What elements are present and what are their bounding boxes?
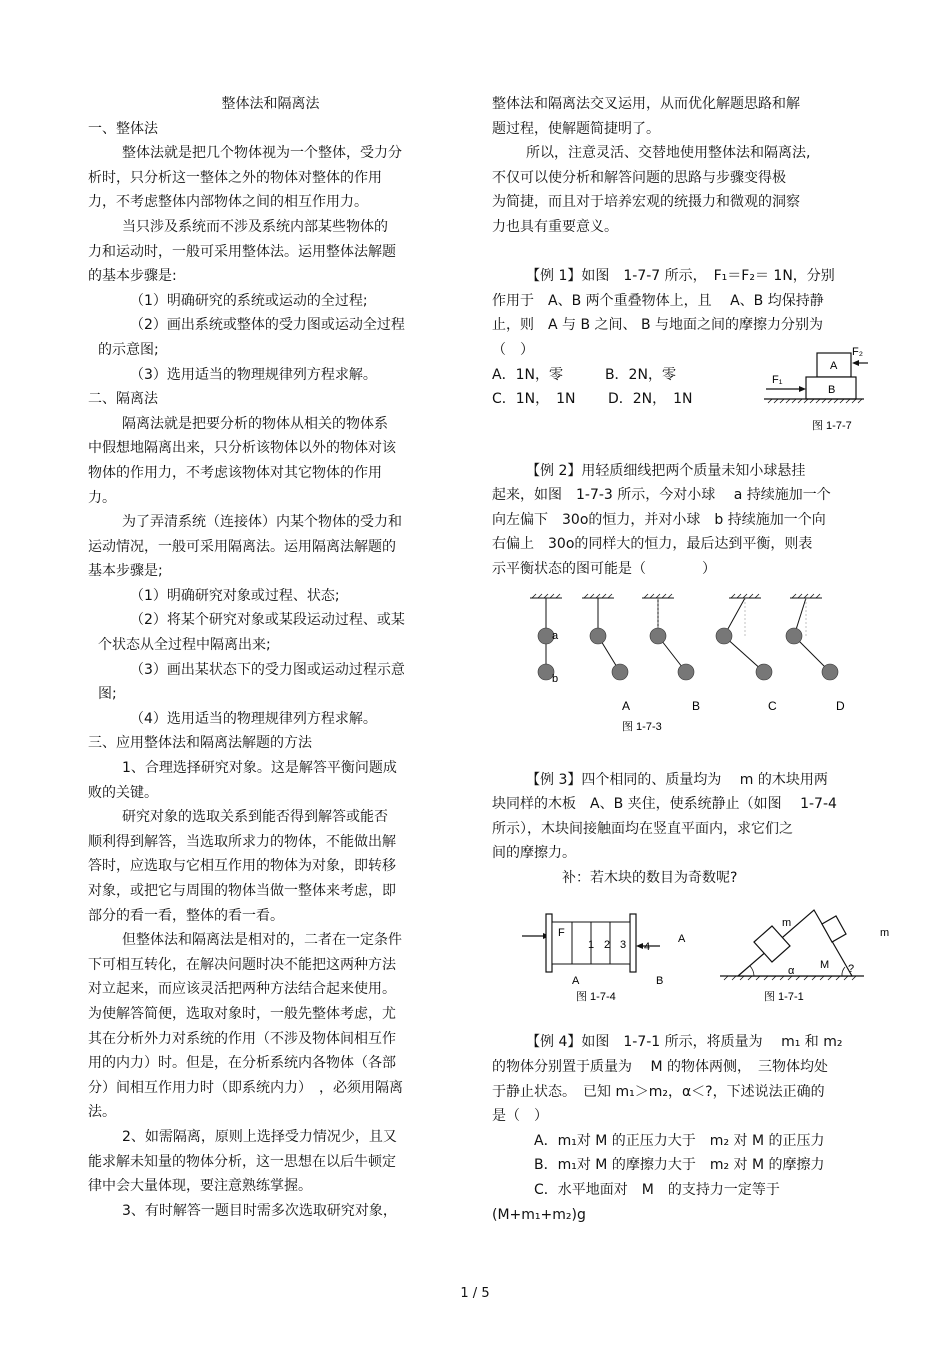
ball-b-option-c — [678, 664, 694, 680]
label-b: B — [656, 975, 664, 988]
left-line: （1）明确研究的系统或运动的全过程; — [130, 292, 368, 309]
ball-b-option-e — [822, 664, 838, 680]
example-line: 的物体分别置于质量为 M 的物体两侧， 三物体均处 — [492, 1059, 828, 1076]
ex3-supplement: 补：若木块的数目为奇数呢? — [562, 869, 738, 886]
figure-caption: 图 1-7-4 — [576, 991, 616, 1004]
right_intro-line: 为简捷，而且对于培养宏观的统摄力和微观的洞察 — [492, 194, 800, 211]
left-line: 顺利得到解答，当选取所求力的物体，不能做出解 — [88, 833, 396, 850]
left-line: （1）明确研究对象或过程、状态; — [130, 587, 340, 604]
example-line: 起来，如图 1-7-3 所示，今对小球 a 持续施加一个 — [492, 487, 831, 504]
left-line: 1、合理选择研究对象。这是解答平衡问题成 — [122, 760, 397, 777]
left-line: 法。 — [88, 1104, 116, 1121]
example-line: 止，则 A 与 B 之间、 B 与地面之间的摩擦力分别为 — [492, 317, 824, 334]
left-line: 析时，只分析这一整体之外的物体对整体的作用 — [88, 169, 382, 186]
left-line: 力。 — [88, 489, 116, 506]
label-m2: m — [880, 927, 890, 940]
ground-hatch — [768, 399, 862, 403]
example-line: 【例 1】如图 1-7-7 所示， F₁＝F₂＝ 1N，分别 — [526, 268, 835, 285]
left-line: 对立起来，而应该灵活把两种方法结合起来使用。 — [88, 981, 396, 998]
label-1: 1 — [588, 939, 595, 952]
label-b: b — [552, 672, 559, 685]
left-line: 为了弄清系统（连接体）内某个物体的受力和 — [122, 514, 402, 531]
label-m-wedge: M — [820, 959, 830, 972]
ex1-options-row2: C．1N， 1N D．2N， 1N — [492, 391, 693, 408]
example-line: 示平衡状态的图可能是（ ） — [492, 560, 716, 577]
label-3: 3 — [620, 939, 627, 952]
left-line: 研究对象的选取关系到能否得到解答或能否 — [122, 809, 388, 826]
f1-arrowhead — [799, 386, 806, 392]
left-line: （4）选用适当的物理规律列方程求解。 — [130, 710, 377, 727]
example-line: 【例 4】如图 1-7-1 所示，将质量为 m₁ 和 m₂ — [526, 1034, 843, 1051]
label-a: A — [830, 359, 838, 372]
option-d-label: D — [836, 698, 845, 713]
board-b — [630, 914, 636, 972]
example-4 — [492, 1030, 864, 1227]
left-line: 对象，或把它与周围的物体当做一整体来考虑，即 — [88, 883, 396, 899]
page-title: 整体法和隔离法 — [221, 96, 320, 112]
example-line: 间的摩擦力。 — [492, 845, 576, 862]
right_intro-line: 不仅可以使分析和解答问题的思路与步骤变得极 — [492, 169, 786, 186]
example-2 — [492, 459, 864, 746]
left-line: 个状态从全过程中隔离出来; — [98, 637, 271, 654]
right_intro-line: 力也具有重要意义。 — [492, 218, 618, 235]
example-line: 所示），木块间接触面均在竖直平面内，求它们之 — [492, 820, 793, 837]
left-line: （3）画出某状态下的受力图或运动过程示意 — [130, 661, 405, 678]
ex1-options-row1: A．1N，零 B．2N，零 — [492, 366, 676, 383]
label-b: B — [828, 383, 836, 396]
example-line: C．水平地面对 M 的支持力一定等于 — [534, 1182, 780, 1199]
figure-1-7-3 — [492, 586, 864, 746]
example-line: 块同样的木板 A、B 夹住，使系统静止（如图 1-7-4 — [492, 796, 837, 813]
left-line: 但整体法和隔离法是相对的，二者在一定条件 — [122, 932, 402, 949]
right-intro — [492, 92, 864, 240]
example-line: 【例 3】四个相同的、质量均为 m 的木块用两 — [526, 771, 828, 788]
label-2: 2 — [604, 939, 611, 952]
figure-caption: 图 1-7-7 — [812, 419, 852, 432]
left-line: 隔离法就是把要分析的物体从相关的物体系 — [122, 415, 388, 432]
example-3 — [492, 768, 890, 1007]
example-line: B．m₁对 M 的摩擦力大于 m₂ 对 M 的摩擦力 — [534, 1157, 825, 1174]
left-line: 三、应用整体法和隔离法解题的方法 — [88, 735, 312, 752]
example-line: 作用于 A、B 两个重叠物体上，且 A、B 均保持静 — [492, 292, 824, 309]
ball-b-option-b — [612, 664, 628, 680]
right_intro-line: 题过程，使解题简捷明了。 — [492, 120, 660, 137]
page-number: 1 / 5 — [460, 1286, 490, 1301]
left-line: 2、如需隔离，原则上选择受力情况少，且又 — [122, 1128, 397, 1145]
board-a — [546, 914, 552, 972]
left-line: 整体法就是把几个物体视为一个整体，受力分 — [122, 145, 402, 162]
label-f: F — [558, 927, 565, 940]
ball-a-option-d — [716, 628, 732, 644]
label-angle: ? — [848, 963, 855, 976]
figures-1-7-4-and-1-7-1 — [492, 896, 902, 1006]
balls — [538, 628, 838, 680]
left-line: 下可相互转化，在解决问题时决不能把这两种方法 — [88, 956, 396, 973]
left-line: 的示意图; — [98, 341, 159, 358]
example-1 — [492, 264, 864, 436]
left-column — [88, 117, 453, 1224]
label-f2: F₂ — [852, 345, 863, 358]
ball-a-option-c — [650, 628, 666, 644]
left-line: 力，不考虑整体内部物体之间的相互作用力。 — [88, 194, 368, 211]
left-line: 力和运动时，一般可采用整体法。运用整体法解题 — [88, 243, 396, 260]
vertical-references — [658, 598, 806, 636]
label-a: A — [572, 975, 580, 988]
ball-a-option-b — [590, 628, 606, 644]
example-line: 右偏上 30o的同样大的恒力，最后达到平衡，则表 — [492, 536, 813, 553]
f2-arrowhead — [852, 360, 859, 366]
left-line: 答时，应选取与它相互作用的物体为对象，即转移 — [88, 858, 396, 875]
left-line: 用的内力）时。但是，在分析系统内各物体（各部 — [88, 1055, 396, 1072]
left-line: （2）画出系统或整体的受力图或运动全过程 — [130, 317, 405, 334]
figure-1-7-7 — [760, 345, 870, 437]
left-line: 部分的看一看，整体的看一看。 — [88, 907, 284, 924]
example-line: 于静止状态。 已知 m₁＞m₂，α＜?，下述说法正确的 — [492, 1083, 825, 1100]
left-line: 运动情况，一般可采用隔离法。运用隔离法解题的 — [88, 538, 396, 555]
label-a-right: A — [678, 933, 686, 946]
example-line: 向左偏下 30o的恒力，并对小球 b 持续施加一个向 — [492, 511, 826, 528]
left-line: （3）选用适当的物理规律列方程求解。 — [130, 366, 377, 383]
right-column — [492, 92, 890, 1227]
ball-b-option-d — [756, 664, 772, 680]
left-line: 能求解未知量的物体分析，这一思想在以后牛顿定 — [88, 1153, 396, 1170]
label-4: 4 — [644, 941, 651, 954]
left-line: 律中会大量体现，要注意熟练掌握。 — [88, 1178, 312, 1195]
left-line: 二、隔离法 — [88, 391, 158, 408]
example-line: （ ） — [492, 341, 534, 358]
figure-caption: 图 1-7-1 — [764, 991, 804, 1004]
label-m1: m — [782, 917, 792, 930]
label-f1: F₁ — [772, 373, 783, 386]
label-alpha: α — [788, 965, 795, 978]
left-line: 分）间相互作用力时（即系统内力） ，必须用隔离 — [88, 1079, 403, 1096]
label-a: a — [552, 629, 559, 642]
option-c-label: C — [768, 698, 777, 713]
ball-a-option-e — [786, 628, 802, 644]
left-line: 3、有时解答一题目时需多次选取研究对象， — [122, 1202, 397, 1219]
right_intro-line: 所以，注意灵活、交替地使用整体法和隔离法, — [526, 145, 811, 162]
example-line: 是（ ） — [492, 1108, 548, 1125]
left-line: 中假想地隔离出来，只分析该物体以外的物体对该 — [88, 440, 396, 457]
left-line: 一、整体法 — [88, 120, 158, 137]
option-a-label: A — [622, 698, 631, 713]
example-line: (M+m₁+m₂)g — [492, 1206, 586, 1223]
left-line: 基本步骤是; — [88, 563, 163, 580]
left-line: 物体的作用力，不考虑该物体对其它物体的作用 — [88, 464, 382, 481]
left-line: （2）将某个研究对象或某段运动过程、或某 — [130, 612, 405, 629]
figure-1-7-4 — [522, 914, 686, 1003]
left-line: 为使解答简便，选取对象时，一般先整体考虑，尤 — [88, 1005, 396, 1022]
left-line: 当只涉及系统而不涉及系统内部某些物体的 — [122, 218, 388, 235]
left-line: 的基本步骤是: — [88, 268, 177, 285]
figure-caption: 图 1-7-3 — [622, 720, 662, 733]
left-line: 图; — [98, 686, 117, 703]
ceiling-hatch — [532, 594, 820, 598]
example-line: A．m₁对 M 的正压力大于 m₂ 对 M 的正压力 — [534, 1132, 825, 1149]
example-line: 【例 2】用轻质细线把两个质量未知小球悬挂 — [526, 462, 806, 479]
figure-1-7-1 — [720, 910, 889, 1003]
left-line: 其在分析外力对系统的作用（不涉及物体间相互作 — [88, 1030, 396, 1047]
option-b-label: B — [692, 698, 701, 713]
left-line: 败的关键。 — [88, 784, 158, 801]
right_intro-line: 整体法和隔离法交叉运用，从而优化解题思路和解 — [492, 96, 800, 112]
